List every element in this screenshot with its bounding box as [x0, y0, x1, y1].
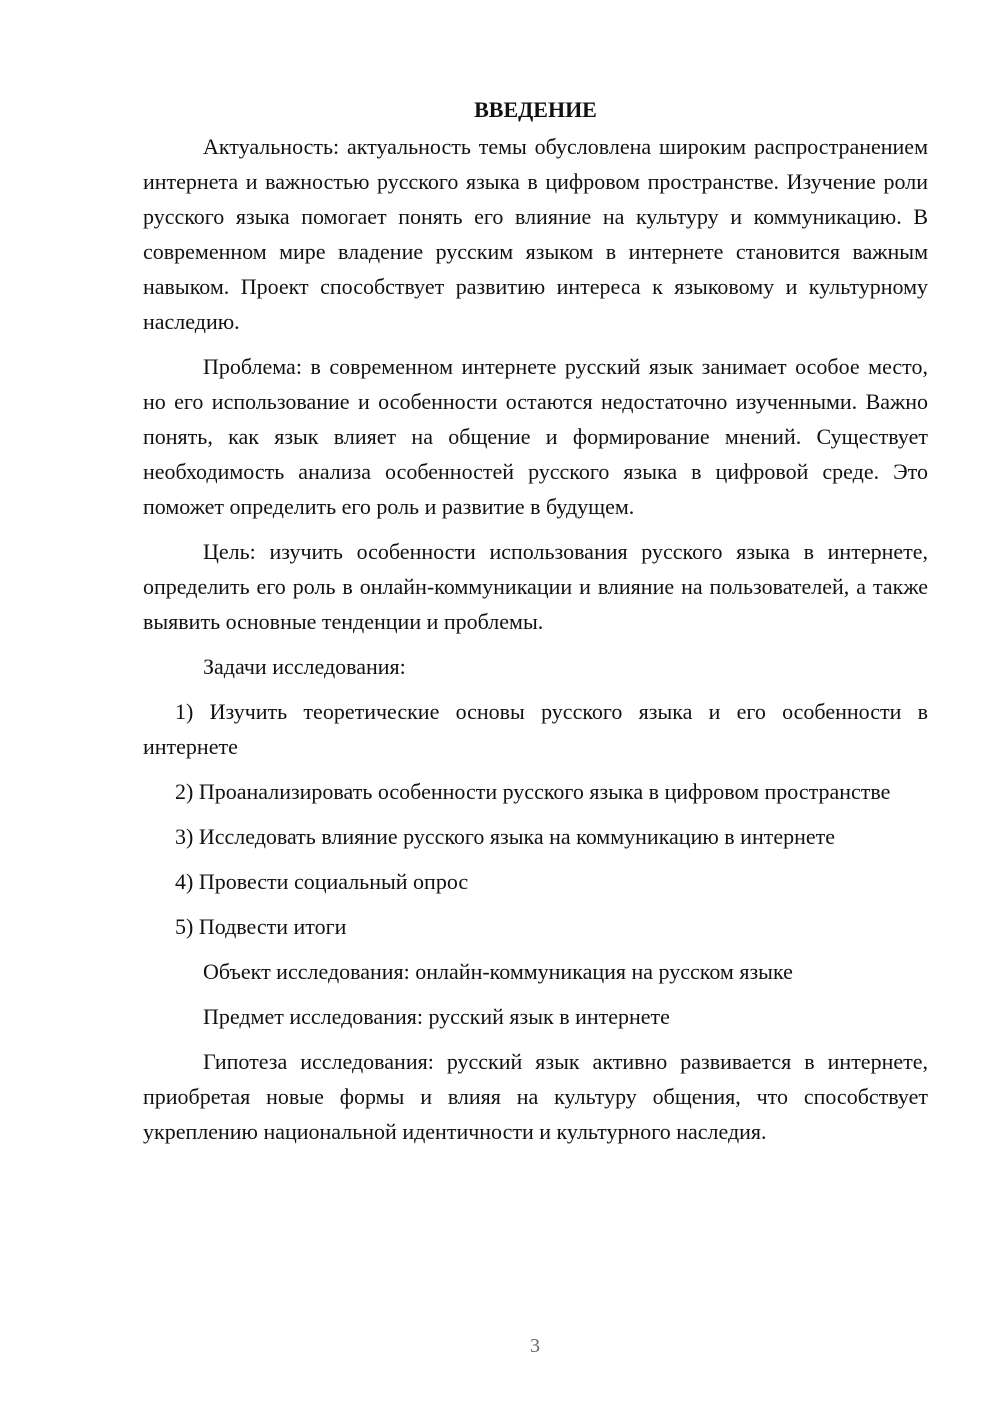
- list-item: 2) Проанализировать особенности русского языка в цифровом пространстве: [175, 779, 891, 804]
- list-item: 1) Изучить теоретические основы русского языка и его особенности в интернете: [143, 699, 928, 759]
- paragraph-subject: Предмет исследования: русский язык в интернете: [203, 1004, 670, 1029]
- list-item: 3) Исследовать влияние русского языка на коммуникацию в интернете: [175, 824, 836, 849]
- paragraph-tasks-intro: Задачи исследования:: [203, 654, 406, 679]
- list-item: 5) Подвести итоги: [175, 914, 347, 939]
- tasks-list: [143, 694, 928, 944]
- paragraph-goal: Цель: изучить особенности использования русского языка в интернете, определить его роль в онлайн-коммуникации и влияние на пользователей, а также выявить основные тенденции и проблемы.: [143, 539, 928, 634]
- page-content: [143, 92, 928, 1159]
- paragraph-hypothesis: Гипотеза исследования: русский язык активно развивается в интернете, приобретая новые формы и влияя на культуру общения, что способствует укреплению национальной идентичности и культурного наследия.: [143, 1049, 928, 1144]
- section-heading: ВВЕДЕНИЕ: [474, 97, 597, 122]
- paragraph-problem: Проблема: в современном интернете русский язык занимает особое место, но его использование и особенности остаются недостаточно изученными. Важно понять, как язык влияет на общение и формирование мнений. Существует необходимость анализа особенностей русского языка в цифровой среде. Это поможет определить его роль и развитие в будущем.: [143, 354, 928, 519]
- list-item: 4) Провести социальный опрос: [175, 869, 469, 894]
- paragraph-object: Объект исследования: онлайн-коммуникация на русском языке: [203, 959, 793, 984]
- page-number: 3: [530, 1335, 540, 1357]
- paragraph-relevance: Актуальность: актуальность темы обусловлена широким распространением интернета и важностью русского языка в цифровом пространстве. Изучение роли русского языка помогает понять его влияние на культуру и коммуникацию. В современном мире владение русским языком в интернете становится важным навыком. Проект способствует развитию интереса к языковому и культурному наследию.: [143, 134, 928, 334]
